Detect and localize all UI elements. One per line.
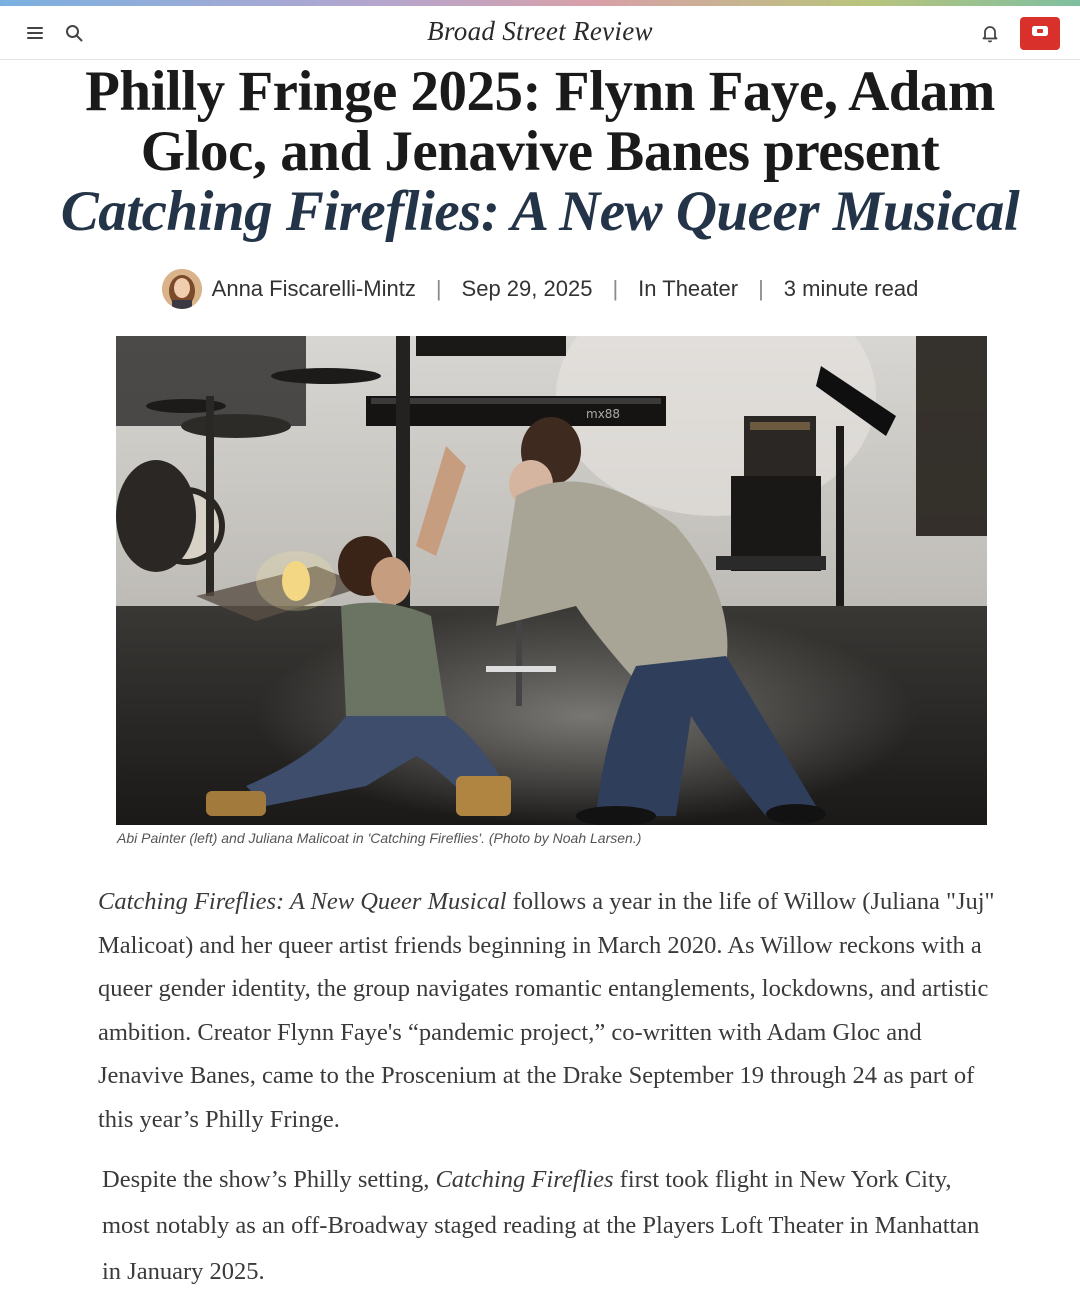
title-italic: Catching Fireflies: A New Queer Musical [60,180,1020,243]
svg-text:mx88: mx88 [586,407,621,421]
byline-divider: | [758,276,764,301]
article-photo[interactable] [116,336,987,825]
byline-divider: | [612,276,619,301]
avatar[interactable] [162,269,202,309]
bell-icon[interactable] [978,21,1002,45]
video-icon [1030,23,1050,44]
paragraph-text: Despite the show’s Philly setting, [102,1166,436,1193]
author-link[interactable]: Anna Fiscarelli-Mintz [211,276,416,301]
paragraph-text: follows a year in the life of Willow (Juliana "Juj" Malicoat) and her queer artist friends beginning in March 2020. As Willow reckons with a queer gender identity, the group navigates romantic entanglements, lockdowns, and artistic ambition. Creator Flynn Faye's “pandemic project,” co-written with Adam Gloc and Jenavive Banes, came to the Proscenium at the Drake September 19 through 24 as part of this year’s Philly Fringe. [98,888,995,1133]
show-title-italic: Catching Fireflies: A New Queer Musical [98,888,507,915]
site-logo[interactable]: Broad Street Review [427,16,653,46]
category-link[interactable]: Theater [662,276,739,301]
show-title-italic: Catching Fireflies [435,1166,614,1193]
byline-divider: | [435,276,442,301]
category [638,276,738,302]
photo-caption: Abi Painter (left) and Juliana Malicoat in 'Catching Fireflies'. (Photo by Noah Larsen.) [117,830,642,846]
article-paragraph [102,1157,982,1295]
title-line-2: Gloc, and Jenavive Banes present [140,120,940,183]
category-prefix: In [638,276,657,301]
article-paragraph [98,880,998,1142]
read-time: 3 minute read [783,276,919,301]
subscribe-button[interactable] [1020,17,1060,50]
publish-date: Sep 29, 2025 [461,276,593,301]
paragraph-text: first took flight in New York City, most notably as an off-Broadway staged reading at the Players Loft Theater in Manhattan in January 2025. [102,1166,980,1285]
article-title [40,62,1040,242]
site-header [0,6,1080,60]
article-byline [0,268,1080,310]
title-line-1: Philly Fringe 2025: Flynn Faye, Adam [85,60,995,123]
